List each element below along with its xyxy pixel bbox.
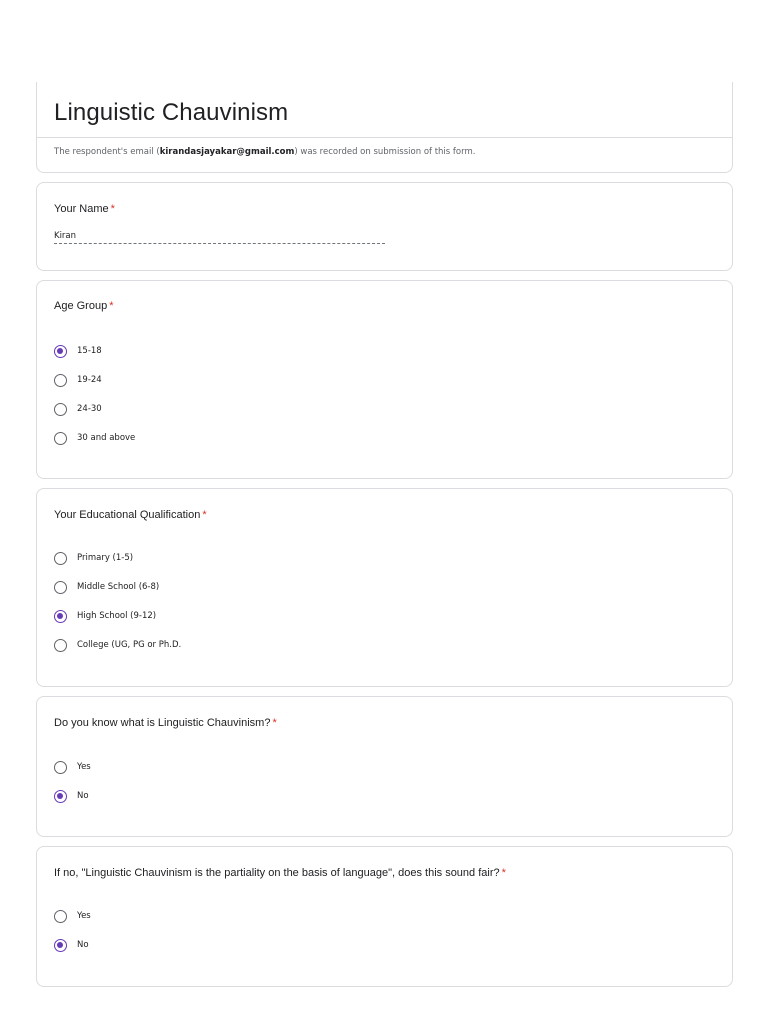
header-divider [37, 137, 732, 138]
question-card-education [36, 488, 733, 687]
radio-option[interactable] [54, 760, 91, 774]
radio-option[interactable] [54, 344, 102, 358]
radio-option[interactable] [54, 373, 102, 387]
radio-option[interactable] [54, 551, 133, 565]
question-title: Age Group * [54, 300, 114, 312]
radio-option[interactable] [54, 638, 181, 652]
name-answer: Kiran [54, 231, 77, 241]
radio-unchecked-icon[interactable] [54, 552, 67, 565]
question-title: Your Educational Qualification * [54, 509, 207, 521]
required-asterisk: * [202, 509, 207, 521]
radio-checked-icon[interactable] [54, 345, 67, 358]
radio-unchecked-icon[interactable] [54, 403, 67, 416]
question-card-name [36, 182, 733, 271]
option-label: 24-30 [77, 404, 102, 414]
email-note-prefix: The respondent's email ( [54, 147, 160, 157]
answer-underline [54, 243, 385, 244]
radio-option[interactable] [54, 580, 159, 594]
radio-unchecked-icon[interactable] [54, 639, 67, 652]
question-card-know-chauvinism [36, 696, 733, 837]
option-label: Yes [77, 762, 91, 772]
option-label: College (UG, PG or Ph.D. [77, 640, 182, 650]
required-asterisk: * [109, 300, 114, 312]
option-label: 30 and above [77, 433, 136, 443]
question-title: Do you know what is Linguistic Chauvinism? * [54, 717, 277, 729]
radio-unchecked-icon[interactable] [54, 910, 67, 923]
radio-option[interactable] [54, 431, 135, 445]
radio-checked-icon[interactable] [54, 610, 67, 623]
question-title: Your Name * [54, 203, 115, 215]
form-title: Linguistic Chauvinism [54, 99, 289, 126]
option-label: Yes [77, 911, 91, 921]
radio-checked-icon[interactable] [54, 790, 67, 803]
question-title: If no, "Linguistic Chauvinism is the partiality on the basis of language", does this sound fair? * [54, 867, 506, 879]
option-label: High School (9-12) [77, 611, 157, 621]
option-label: No [77, 791, 89, 801]
option-label: Primary (1-5) [77, 553, 134, 563]
radio-option[interactable] [54, 402, 102, 416]
required-asterisk: * [272, 717, 277, 729]
radio-option[interactable] [54, 909, 91, 923]
radio-checked-icon[interactable] [54, 939, 67, 952]
required-asterisk: * [501, 867, 506, 879]
form-header-card [36, 82, 733, 173]
radio-option[interactable] [54, 789, 89, 803]
radio-option[interactable] [54, 609, 156, 623]
radio-unchecked-icon[interactable] [54, 432, 67, 445]
radio-option[interactable] [54, 938, 89, 952]
option-label: Middle School (6-8) [77, 582, 160, 592]
respondent-email: kirandasjayakar@gmail.com [159, 147, 295, 157]
required-asterisk: * [110, 203, 115, 215]
question-card-sound-fair [36, 846, 733, 987]
email-note [54, 147, 475, 157]
email-note-suffix: ) was recorded on submission of this form. [294, 147, 476, 157]
option-label: 19-24 [77, 375, 102, 385]
radio-unchecked-icon[interactable] [54, 581, 67, 594]
radio-unchecked-icon[interactable] [54, 374, 67, 387]
option-label: No [77, 940, 89, 950]
option-label: 15-18 [77, 346, 102, 356]
question-card-age-group [36, 280, 733, 479]
radio-unchecked-icon[interactable] [54, 761, 67, 774]
